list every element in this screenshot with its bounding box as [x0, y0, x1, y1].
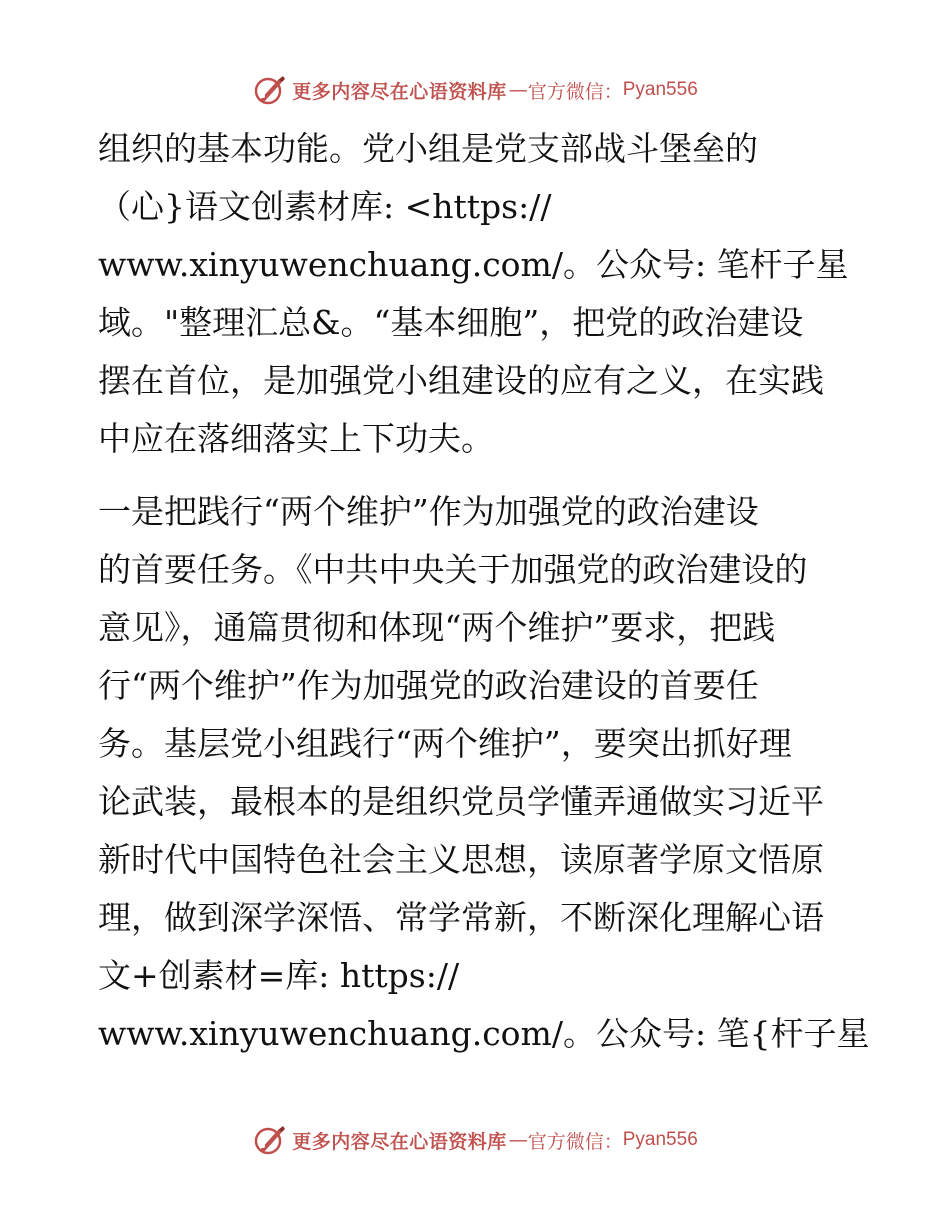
banner-dash: —: [508, 79, 526, 101]
text-line: 摆在首位，是加强党小组建设的应有之义，在实践: [98, 361, 824, 400]
header-banner: [0, 72, 950, 108]
banner-wechat-id: Pyan556: [622, 1129, 698, 1150]
banner-main-text: 更多内容尽在心语资料库: [292, 80, 507, 103]
footer-banner: [0, 1122, 950, 1158]
banner-wechat-id: Pyan556: [622, 79, 698, 100]
text-line: 理，做到深学深悟、常学常新，不断深化理解心语: [98, 898, 824, 937]
paragraph-2: [98, 483, 870, 1063]
banner-main-text: 更多内容尽在心语资料库: [292, 1130, 507, 1153]
text-line: 务。基层党小组践行“两个维护”，要突出抓好理: [98, 724, 792, 763]
pen-logo-icon: [252, 72, 288, 108]
text-line: 的首要任务。《中共中央关于加强党的政治建设的: [98, 550, 808, 589]
banner-dash: —: [508, 1129, 526, 1151]
banner-wechat-label: 官方微信：: [527, 1130, 623, 1153]
text-line: 域。"整理汇总&。“基本细胞”，把党的政治建设: [98, 303, 804, 342]
text-line: 一是把践行“两个维护”作为加强党的政治建设: [98, 492, 759, 531]
banner-wechat-label: 官方微信：: [527, 80, 623, 103]
text-line: 论武装，最根本的是组织党员学懂弄通做实习近平: [98, 782, 824, 821]
paragraph-gap: [98, 468, 858, 483]
text-line: （心}语文创素材库: <https://: [98, 187, 552, 226]
text-line: 组织的基本功能。党小组是党支部战斗堡垒的: [98, 129, 758, 168]
document-body: [98, 120, 870, 1063]
pen-logo-icon: [252, 1122, 288, 1158]
text-line: www.xinyuwenchuang.com/。公众号: 笔{杆子星: [98, 1014, 870, 1053]
text-line: www.xinyuwenchuang.com/。公众号: 笔杆子星: [98, 245, 849, 284]
paragraph-1: [98, 120, 858, 468]
text-line: 中应在落细落实上下功夫。: [98, 419, 494, 458]
text-line: 文+创素材=库: https://: [98, 956, 460, 995]
text-line: 意见》，通篇贯彻和体现“两个维护”要求，把践: [98, 608, 776, 647]
text-line: 行“两个维护”作为加强党的政治建设的首要任: [98, 666, 759, 705]
text-line: 新时代中国特色社会主义思想，读原著学原文悟原: [98, 840, 824, 879]
